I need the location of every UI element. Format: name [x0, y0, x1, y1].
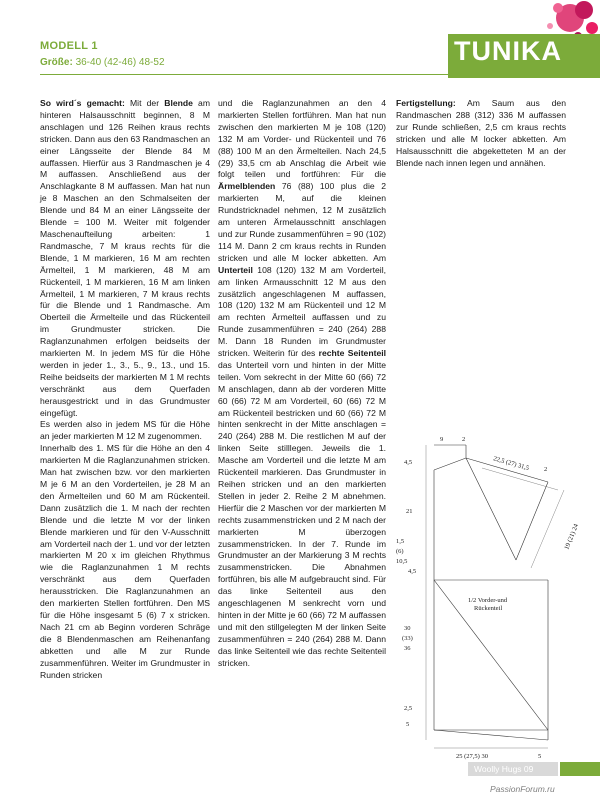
dim-left-45: 4,5: [404, 459, 413, 466]
dim-top-2b: 2: [544, 466, 548, 473]
page-header: [0, 0, 600, 80]
aermelblenden-heading: Ärmelblenden: [218, 181, 276, 192]
intro-body: am hinteren Halsausschnitt beginnen, 8 M anschlagen und 126 Reihen kraus rechts stricken. Dann aus den 63 Randmaschen an einer Längsseite der Blende 84 M auffassen. Hierfür aus 3 Randmaschen je 4 M auffassen. Anschließend aus der Anschlagkante 8 M auffassen. Man hat nun je 8 Maschen an den Schmalseiten der Blende und 84 M an einer Längsseite der Blende = 100 M. Weiter mit folgender Maschenaufteilung arbeiten: 1 Randmasche, 7 M kraus rechts für die Blende, 1 M markieren, 16 M am rechten Ärmelteil, 1 M markieren, 48 M am Rückenteil, 1 M markieren, 16 M am linken Ärmelteil, 1 M markieren, 7 M kraus rechts für die Blende und 1 Randmasche. Am Oberteil die Ärmelteile und das Rückenteil im Grundmuster stricken. Die Raglanzunahmen erfolgen beidseits der markierten M. In jedem MS für die Höhe werden in jeder 1., 3., 5., 9., 13., und 15. Reihe beidseits der markierten M 1 M rechts verschränkt aus dem Querfaden herausgestrickt und in das Grundmuster eingefügt.: [40, 98, 211, 418]
dim-top-22: 22,5 (27) 31,5: [492, 455, 530, 473]
paragraph-2: Es werden also in jedem MS für die Höhe an jeder markierten M 12 M zugenommen.: [40, 419, 210, 442]
finishing-paragraph: [396, 98, 566, 169]
model-label: MODELL 1: [40, 40, 98, 52]
dim-left-6: (6): [396, 548, 404, 555]
watermark: PassionForum.ru: [490, 784, 555, 794]
diagram-label-2: Rückenteil: [474, 605, 503, 612]
dim-top-2: 2: [462, 436, 466, 443]
dim-left-105: 10,5: [396, 558, 408, 565]
size-value: 36-40 (42-46) 48-52: [75, 57, 165, 68]
instructions-paragraph: [40, 98, 210, 419]
page-number: Woolly Hugs 09: [474, 764, 534, 774]
seitenteil-heading: rechte Seitenteil: [318, 348, 387, 359]
finishing-heading: Fertigstellung:: [396, 98, 456, 108]
dim-left-25: 2,5: [404, 705, 413, 712]
dim-left-15: 1,5: [396, 538, 405, 545]
col2-text-b: 76 (88) 100 plus die 2 markierten M, auf die kleinen Rundstricknadel nehmen, 12 M zusätzlich am unteren Ärmelausschnitt anschlagen und zur Runde zusammenführen = 90 (102) 114 M. Dann 2 cm kraus rechts in Runden stricken und alle M locker abketten. Am: [218, 181, 386, 263]
col2-text-d: das Unterteil vorn und hinten in der Mitte teilen. Vom sekrecht in der Mitte 60 (66) 72 M anschlagen, dann ab der vorderen Mitte 60 (66) 72 M am Vorderteil, 60 (66) 72 M am Rückenteil bestricken und 60 (66) 72 M hinten senkrecht in der Mitte anschlagen = 240 (264) 288 M. Die restlichen M auf der linken Seite stilllegen. Jeweils die 1. Masche am Vorderteil und die letzte M am Rückenteil markieren. Das Grundmuster in Reihen stricken und an den markierten Stellen in jeder 2. Reihe 2 M abnehmen. Hierfür die 2 Maschen vor der markierten M rechts zusammenstricken und 2 M nach der markierten M überzogen zusammenstricken. In der 7. Runde im Grundmuster an der Markierung 3 M rechts zusammenstricken. Die Abnahmen fortführen, bis alle M aufgebraucht sind. Für das linke Seitenteil aus den angeschlagenen M senkrecht vorn und hinten in der Mitte je 60 (66) 72 M auffassen und mit den stillgelegten M der linken Seite zusammenführen = 240 (264) 288 M. Dann das linke Seitenteil wie das rechte Seitenteil stricken.: [218, 359, 386, 668]
header-divider: [40, 74, 470, 75]
instructions-paragraph-2: [218, 98, 386, 670]
diagram-label-1: 1/2 Vorder-und: [468, 597, 508, 604]
dim-left-33: (33): [402, 635, 413, 642]
dim-bottom-5: 5: [538, 753, 542, 760]
intro-heading: So wird´s gemacht:: [40, 98, 125, 108]
dim-left-21: 21: [406, 508, 413, 515]
paragraph-3: Innerhalb des 1. MS für die Höhe an den 4 markierten M die Raglanzunahmen stricken. Man hat zwischen bzw. vor den markierten M je 6 M an den Vorderteilen, je 28 M an den Ärmelteilen und 60 M am Rückenteil. Dann zusätzlich die 1. M nach der rechten Blende und die letzte M vor der linken Blende markieren und für den V-Ausschnitt am Vorderteil nach der 1. und vor der letzten markierten M 20 x im gleichen Rhythmus wie die Raglanzunahmen 1 M rechts verschränkt aus dem Querfaden herausstricken. Die Raglanzunahmen an den markierten Stellen fortführen. Den MS für die Höhe insgesamt 5 (6) 7 x stricken. Nach 21 cm ab Beginn vorderen Schräge die 8 Blendenmaschen am Reihenanfang abketten und alle M zur Runde zusammenführen. Weiter im Grundmuster in Runden stricken: [40, 443, 210, 680]
text-column-2: [218, 98, 386, 670]
size-label: Größe:: [40, 57, 73, 68]
page-title: TUNIKA: [454, 36, 562, 66]
text-column-3: [396, 98, 566, 169]
dim-left-45b: 4,5: [408, 568, 417, 575]
dim-left-5: 5: [406, 721, 410, 728]
intro-text: Mit der: [124, 98, 165, 108]
text-column-1: [40, 98, 210, 681]
unterteil-heading: Unterteil: [218, 264, 253, 275]
dim-left-36: 36: [404, 645, 411, 652]
col2-text-a: und die Raglanzunahmen an den 4 markierten Stellen fortführen. Man hat nun zwischen den markierten M je 108 (120) 132 M am Vorder- und Rückenteil und 76 (88) 100 M an den Ärmelteilen. Nach 24,5 (29) 33,5 cm ab Anschlag die Arbeit wie folgt teilen und fortführen: Für die: [218, 98, 386, 180]
footer-accent: [560, 762, 600, 776]
dim-bottom-25: 25 (27,5) 30: [456, 753, 488, 760]
col2-text-c: 108 (120) 132 M am Vorderteil, am linken Armausschnitt 12 M aus den zusätzlich angeschlagenen M auffassen, 108 (120) 132 M am Rückenteil und 12 M am rechten Ärmelteil auffassen und zu Runde zusammenführen = 240 (264) 288 M. Dann 18 Runden im Grundmuster stricken. Weiterin für des: [218, 264, 386, 359]
blende-heading: Blende: [164, 98, 193, 108]
dim-top-9: 9: [440, 436, 444, 443]
dim-right-19: 19 (21) 24: [563, 523, 581, 551]
finishing-text: Am Saum aus den Randmaschen 288 (312) 336 M auffassen zur Runde schließen, 2,5 cm kraus rechts stricken und alle M locker abketten. Am Halsausschnitt die abgeketteten M an der Blende nach innen legen und annähen.: [396, 98, 566, 168]
pattern-schematic: [396, 430, 586, 760]
dim-left-30: 30: [404, 625, 411, 632]
size-line: [40, 57, 165, 68]
